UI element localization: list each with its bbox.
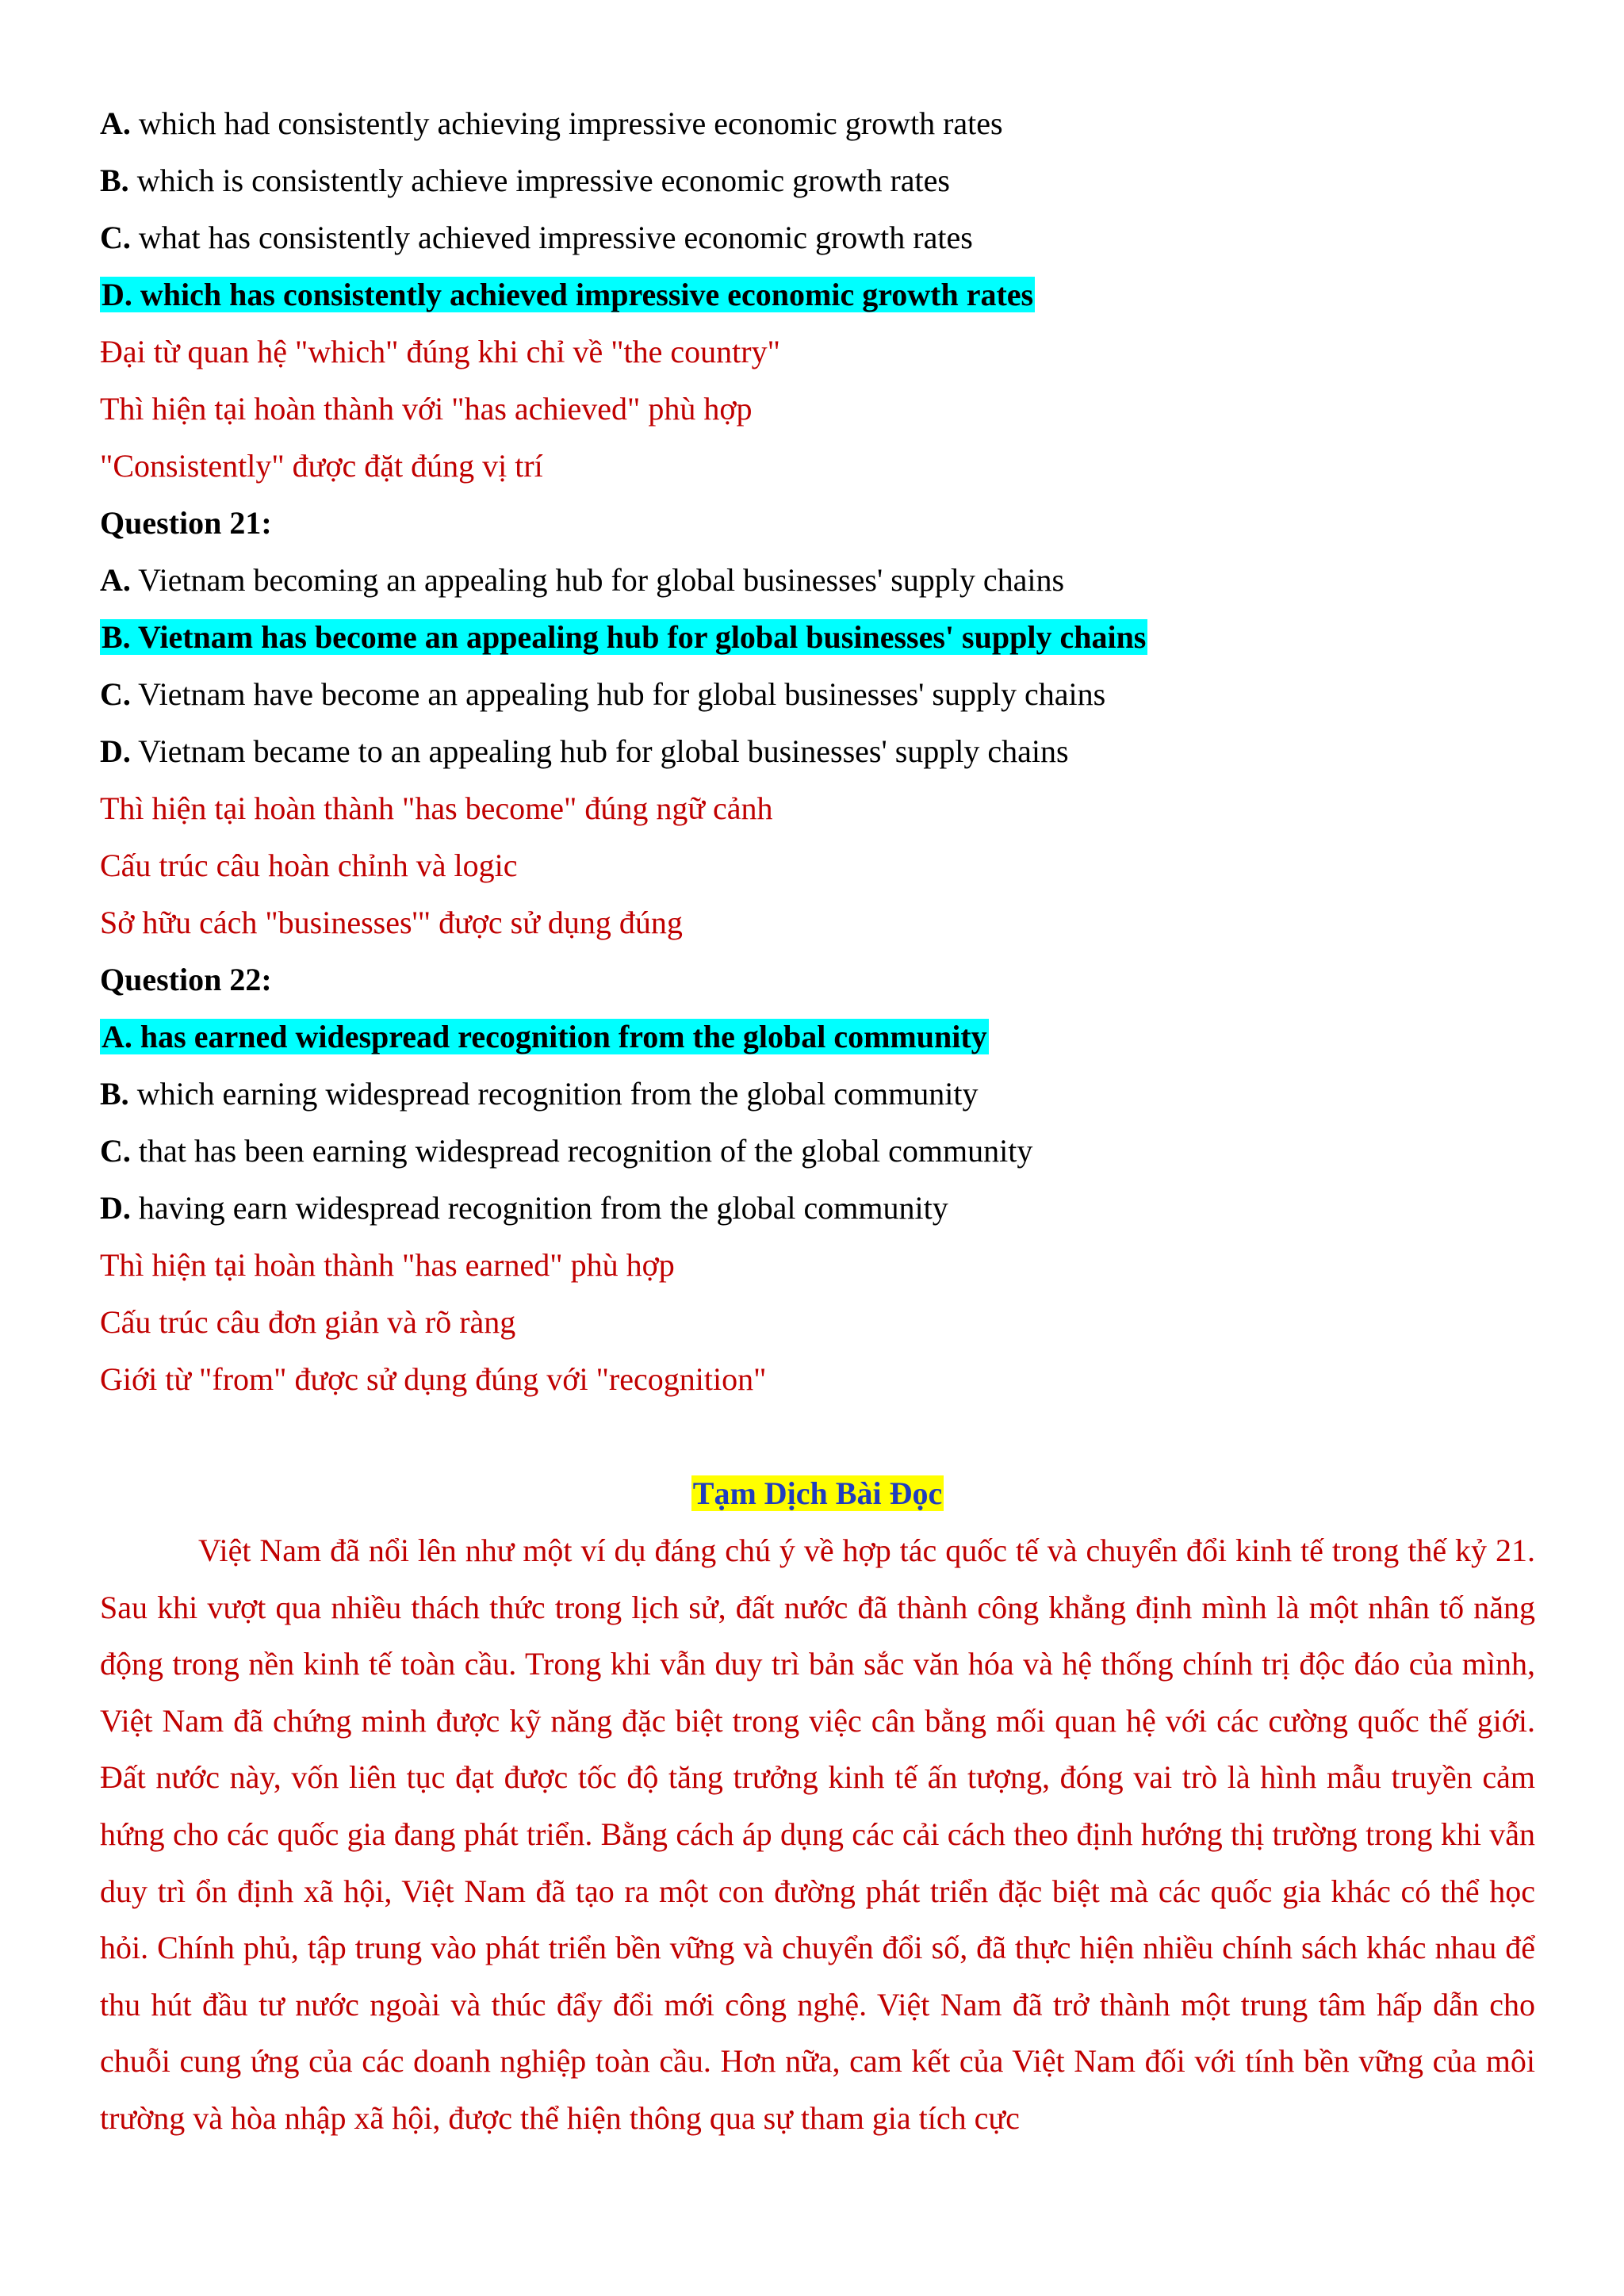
question-20-explanations [100,323,1535,495]
explanation-line: Sở hữu cách "businesses'" được sử dụng đúng [100,905,683,940]
translation-heading [100,1465,1535,1522]
explanation-line: Giới từ "from" được sử dụng đúng với "recognition" [100,1361,767,1397]
correct-answer-highlight: B. Vietnam has become an appealing hub for global businesses' supply chains [102,619,1147,655]
option-c: C. Vietnam have become an appealing hub for global businesses' supply chains [100,676,1106,712]
question-21-explanations [100,780,1535,951]
option-a: A. which had consistently achieving impressive economic growth rates [100,105,1003,141]
explanation-line: Cấu trúc câu hoàn chỉnh và logic [100,848,518,883]
option-a-correct [100,1008,1535,1066]
option-c: C. that has been earning widespread recognition of the global community [100,1133,1033,1169]
correct-answer-highlight: A. has earned widespread recognition from the global community [102,1019,987,1054]
question-22-heading: Question 22: [100,962,272,997]
translation-paragraph: Việt Nam đã nổi lên như một ví dụ đáng chú ý về hợp tác quốc tế và chuyển đổi kinh tế trong thế kỷ 21. Sau khi vượt qua nhiều thách thức trong lịch sử, đất nước đã thành công khẳng định mình là một nhân tố năng động trong nền kinh tế toàn cầu. Trong khi vẫn duy trì bản sắc văn hóa và hệ thống chính trị độc đáo của mình, Việt Nam đã chứng minh được kỹ năng đặc biệt trong việc cân bằng mối quan hệ với các cường quốc thế giới. Đất nước này, vốn liên tục đạt được tốc độ tăng trưởng kinh tế ấn tượng, đóng vai trò là hình mẫu truyền cảm hứng cho các quốc gia đang phát triển. Bằng cách áp dụng các cải cách theo định hướng thị trường trong khi vẫn duy trì ổn định xã hội, Việt Nam đã tạo ra một con đường phát triển đặc biệt mà các quốc gia khác có thể học hỏi. Chính phủ, tập trung vào phát triển bền vững và chuyển đổi số, đã thực hiện nhiều chính sách khác nhau để thu hút đầu tư nước ngoài và thúc đẩy đổi mới công nghệ. Việt Nam đã trở thành một trung tâm hấp dẫn cho chuỗi cung ứng của các doanh nghiệp toàn cầu. Hơn nữa, cam kết của Việt Nam đối với tính bền vững của môi trường và hòa nhập xã hội, được thể hiện thông qua sự tham gia tích cực [100,1533,1535,2136]
question-22-explanations [100,1237,1535,1408]
explanation-line: Thì hiện tại hoàn thành với "has achieved" phù hợp [100,391,753,427]
option-b-correct [100,609,1535,666]
explanation-line: Cấu trúc câu đơn giản và rõ ràng [100,1304,516,1340]
explanation-line: Thì hiện tại hoàn thành "has become" đúng ngữ cảnh [100,790,773,826]
explanation-line: Thì hiện tại hoàn thành "has earned" phù hợp [100,1247,675,1283]
explanation-line: "Consistently" được đặt đúng vị trí [100,448,543,484]
explanation-line: Đại từ quan hệ "which" đúng khi chỉ về "the country" [100,334,780,369]
correct-answer-highlight: D. which has consistently achieved impressive economic growth rates [102,277,1034,312]
section-spacer [100,1408,1535,1465]
option-c: C. what has consistently achieved impressive economic growth rates [100,220,973,255]
option-d: D. having earn widespread recognition from the global community [100,1190,948,1226]
question-20-options [100,95,1535,323]
option-d: D. Vietnam became to an appealing hub for global businesses' supply chains [100,733,1069,769]
translation-title: Tạm Dịch Bài Đọc [692,1475,943,1511]
question-21-heading: Question 21: [100,505,272,541]
option-d-correct [100,266,1535,323]
option-b: B. which earning widespread recognition from the global community [100,1076,979,1112]
option-b: B. which is consistently achieve impressive economic growth rates [100,163,950,198]
question-21-options [100,552,1535,780]
question-22-options [100,1008,1535,1237]
option-a: A. Vietnam becoming an appealing hub for global businesses' supply chains [100,562,1065,598]
document-content [100,95,1535,2147]
